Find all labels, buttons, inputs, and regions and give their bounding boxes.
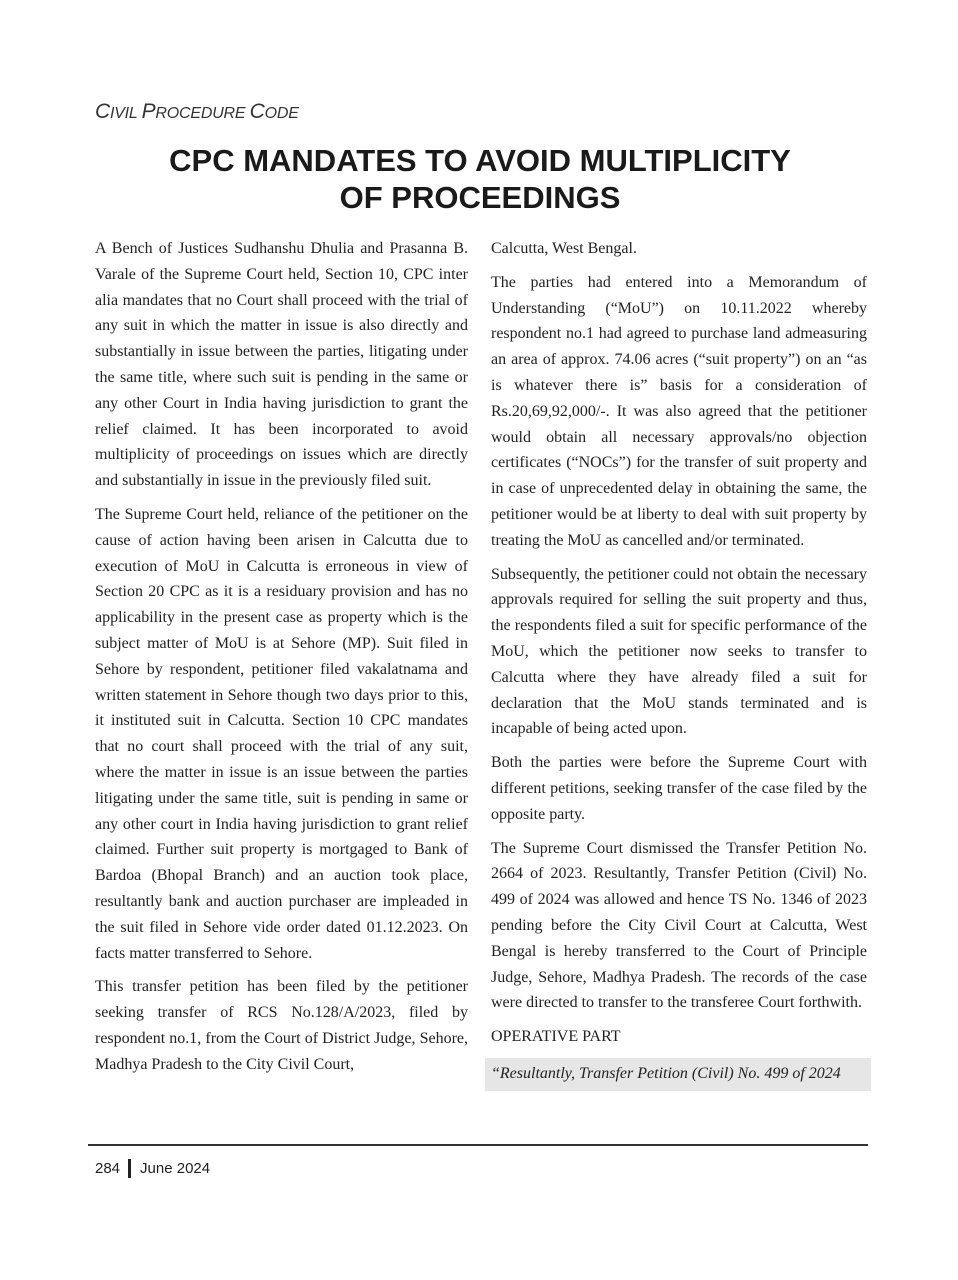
left-column [95, 236, 468, 1086]
paragraph: A Bench of Justices Sudhanshu Dhulia and Prasanna B. Varale of the Supreme Court held, Section 10, CPC inter alia mandates that no Court shall proceed with the trial of any suit in which the matter in issue is also directly and substantially in issue between the parties, litigating under the same title, where such suit is pending in the same or any other Court in India having jurisdiction to grant the relief claimed. It has been incorporated to avoid multiplicity of proceedings on issues which are directly and substantially in issue in the previously filed suit. [95, 240, 468, 490]
paragraph: Both the parties were before the Supreme Court with different petitions, seeking transfer of the case filed by the opposite party. [491, 754, 867, 823]
paragraph: The parties had entered into a Memorandum of Understanding (“MoU”) on 10.11.2022 whereby respondent no.1 had agreed to purchase land admeasuring an area of approx. 74.06 acres (“suit property”) on an “as is whatever there is” basis for a consideration of Rs.20,69,92,000/-. It was also agreed that the petitioner would obtain all necessary approvals/no objection certificates (“NOCs”) for the transfer of suit property and in case of unprecedented delay in obtaining the same, the petitioner would be at liberty to deal with suit property by treating the MoU as cancelled and/or terminated. [491, 273, 867, 549]
article-title [60, 142, 900, 216]
footer-separator [128, 1159, 131, 1178]
paragraph-continuation: Calcutta, West Bengal. [491, 240, 637, 257]
page-footer [95, 1159, 210, 1178]
footer-divider [88, 1144, 868, 1146]
issue-date: June 2024 [140, 1160, 211, 1177]
paragraph: This transfer petition has been filed by the petitioner seeking transfer of RCS No.128/A/2023, filed by respondent no.1, from the Court of District Judge, Sehore, Madhya Pradesh to the City Civil Court, [95, 978, 468, 1073]
paragraph: Subsequently, the petitioner could not obtain the necessary approvals required for selling the suit property and thus, the respondents filed a suit for specific performance of the MoU, which the petitioner now seeks to transfer to Calcutta where they have already filed a suit for declaration that the MoU stands terminated and is incapable of being acted upon. [491, 565, 867, 738]
page-number: 284 [95, 1160, 121, 1177]
paragraph: The Supreme Court held, reliance of the petitioner on the cause of action having been arisen in Calcutta due to execution of MoU in Calcutta is erroneous in view of Section 20 CPC as it is a residuary provision and has no applicability in the present case as property which is the subject matter of MoU is at Sehore (MP). Suit filed in Sehore by respondent, petitioner filed vakalatnama and written statement in Sehore though two days prior to this, it instituted suit in Calcutta. Section 10 CPC mandates that no court shall proceed with the trial of any suit, where the matter in issue is an issue between the parties litigating under the same title, suit is pending in same or any other court in India having jurisdiction to grant relief claimed. Further suit property is mortgaged to Bank of Bardoa (Bhopal Branch) and an auction took place, resultantly bank and auction purchaser are impleaded in the suit filed in Sehore vide order dated 01.12.2023. On facts matter transferred to Sehore. [95, 505, 468, 962]
paragraph: The Supreme Court dismissed the Transfer Petition No. 2664 of 2023. Resultantly, Transfer Petition (Civil) No. 499 of 2024 was allowed and hence TS No. 1346 of 2023 pending before the City Civil Court at Calcutta, West Bengal is hereby transferred to the Court of Principle Judge, Sehore, Madhya Pradesh. The records of the case were directed to transfer to the transferee Court forthwith. [491, 839, 867, 1012]
article-title-line-1: CPC MANDATES TO AVOID MULTIPLICITY [169, 143, 791, 178]
operative-part-heading: OPERATIVE PART [491, 1028, 621, 1046]
section-label: CIVIL PROCEDURE CODE [95, 100, 299, 123]
article-title-line-2: OF PROCEEDINGS [339, 180, 621, 215]
operative-quote: “Resultantly, Transfer Petition (Civil) No. 499 of 2024 [485, 1058, 871, 1091]
right-column [491, 236, 867, 1091]
